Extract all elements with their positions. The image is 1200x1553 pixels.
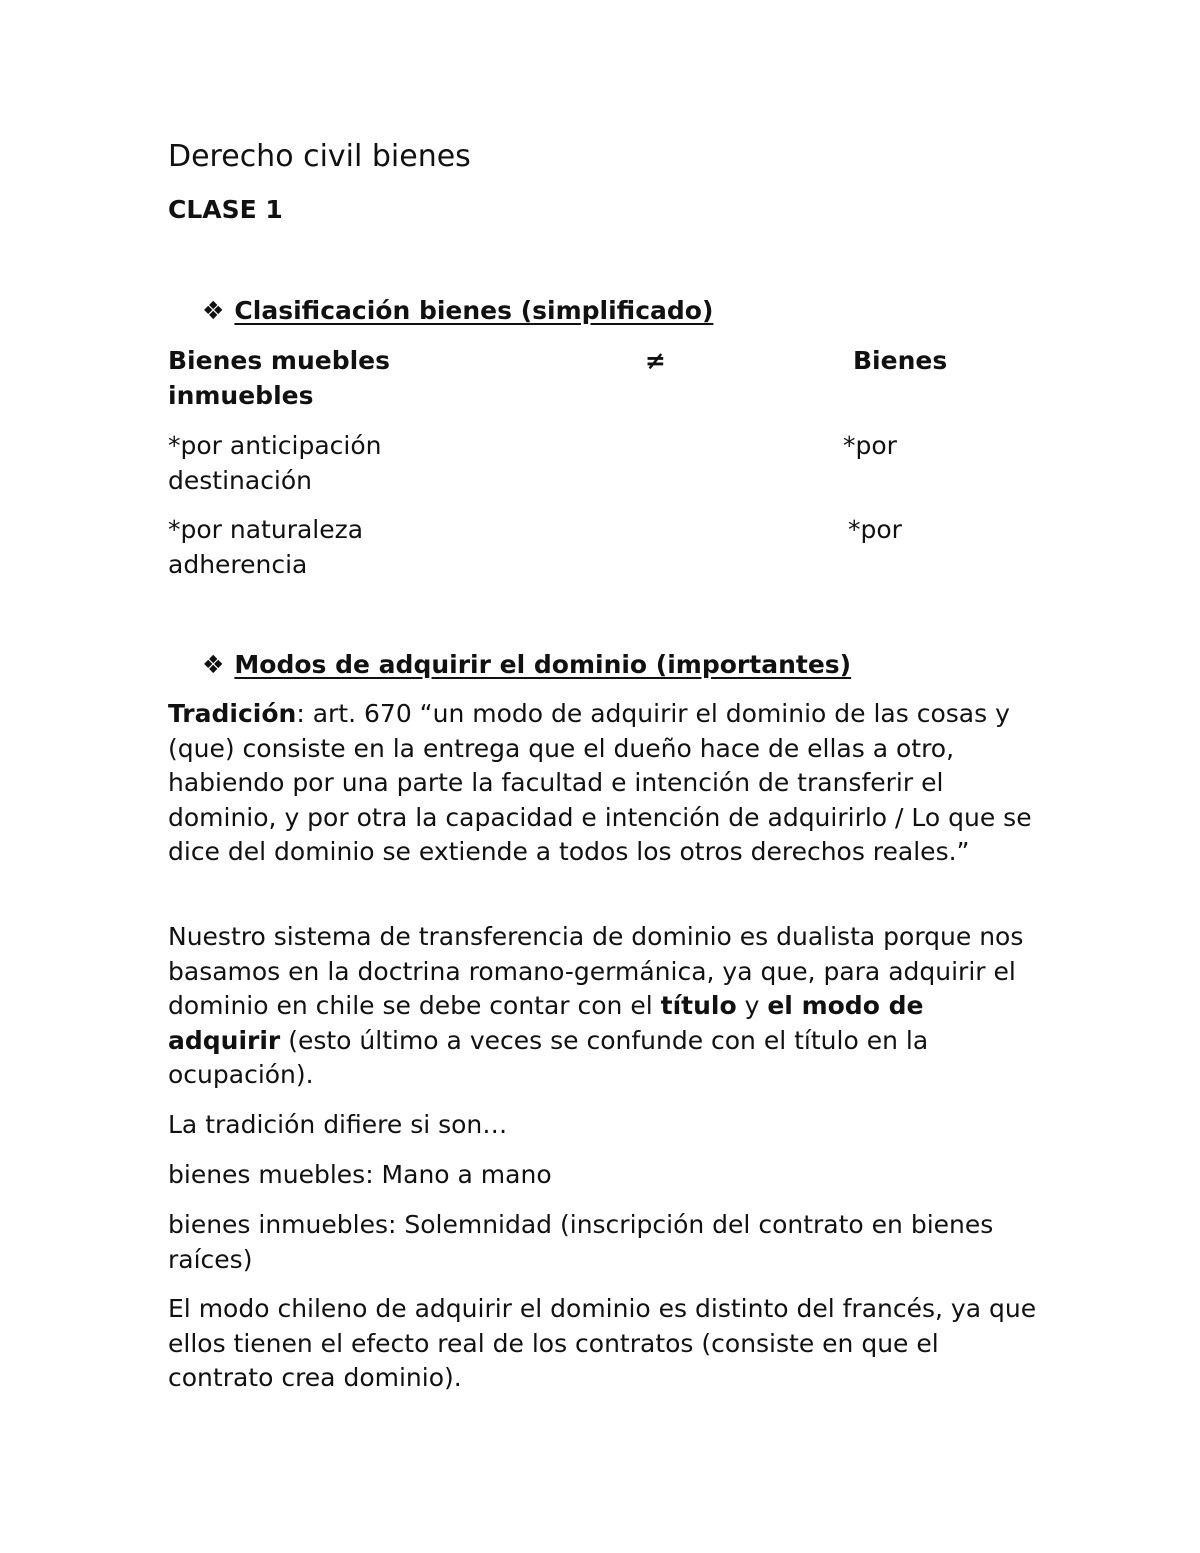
section-heading-text: Clasificación bienes (simplificado) (234, 296, 714, 325)
section-heading-text: Modos de adquirir el dominio (importantes) (234, 650, 852, 679)
class-label: CLASE 1 (168, 195, 283, 224)
paragraph-difiere: La tradición difiere si son… (168, 1110, 508, 1139)
diamond-bullet-icon: ❖ (202, 296, 225, 325)
row2-right: *por (843, 431, 897, 460)
paragraph-inmuebles: bienes inmuebles: Solemnidad (inscripción del contrato en bienes raíces) (168, 1210, 994, 1274)
section-heading-modos (202, 648, 851, 682)
row3-wrap: adherencia (168, 550, 308, 579)
document-title: Derecho civil bienes (168, 139, 471, 174)
row1-left: Bienes muebles (168, 346, 391, 375)
diamond-bullet-icon: ❖ (202, 650, 225, 679)
not-equal-symbol: ≠ (645, 346, 666, 375)
term-modo-adquirir: el modo de adquirir (168, 991, 924, 1055)
sistema-text-3: (esto último a veces se confunde con el título en la ocupación). (168, 1025, 929, 1090)
row1-wrap: inmuebles (168, 381, 314, 410)
sistema-text-2: y (736, 991, 768, 1021)
paragraph-muebles: bienes muebles: Mano a mano (168, 1160, 552, 1189)
row3-left: *por naturaleza (168, 515, 364, 544)
term-titulo: título (660, 991, 737, 1021)
paragraph-tradicion (168, 697, 1038, 870)
term-tradicion: Tradición (168, 699, 297, 728)
row1-right: Bienes (853, 346, 948, 375)
row2-left: *por anticipación (168, 431, 382, 460)
sistema-text-1: Nuestro sistema de transferencia de dominio es dualista porque nos basamos en la doctrina romano-germánica, ya que, para adquirir el dominio en chile se debe contar con el (168, 922, 1024, 1021)
paragraph-frances: El modo chileno de adquirir el dominio es distinto del francés, ya que ellos tienen el efecto real de los contratos (consiste en que el contrato crea dominio). (168, 1294, 1037, 1393)
tradicion-text: : art. 670 “un modo de adquirir el dominio de las cosas y (que) consiste en la entrega que el dueño hace de ellas a otro, habiendo por una parte la facultad e intención de transferir el dominio, y por otra la capacidad e intención de adquirirlo / Lo que se dice del dominio se extiende a todos los otros derechos reales.” (168, 699, 1032, 867)
paragraph-sistema (168, 920, 1038, 1093)
row2-wrap: destinación (168, 466, 313, 495)
row3-right: *por (848, 515, 902, 544)
section-heading-clasificacion (202, 294, 713, 328)
